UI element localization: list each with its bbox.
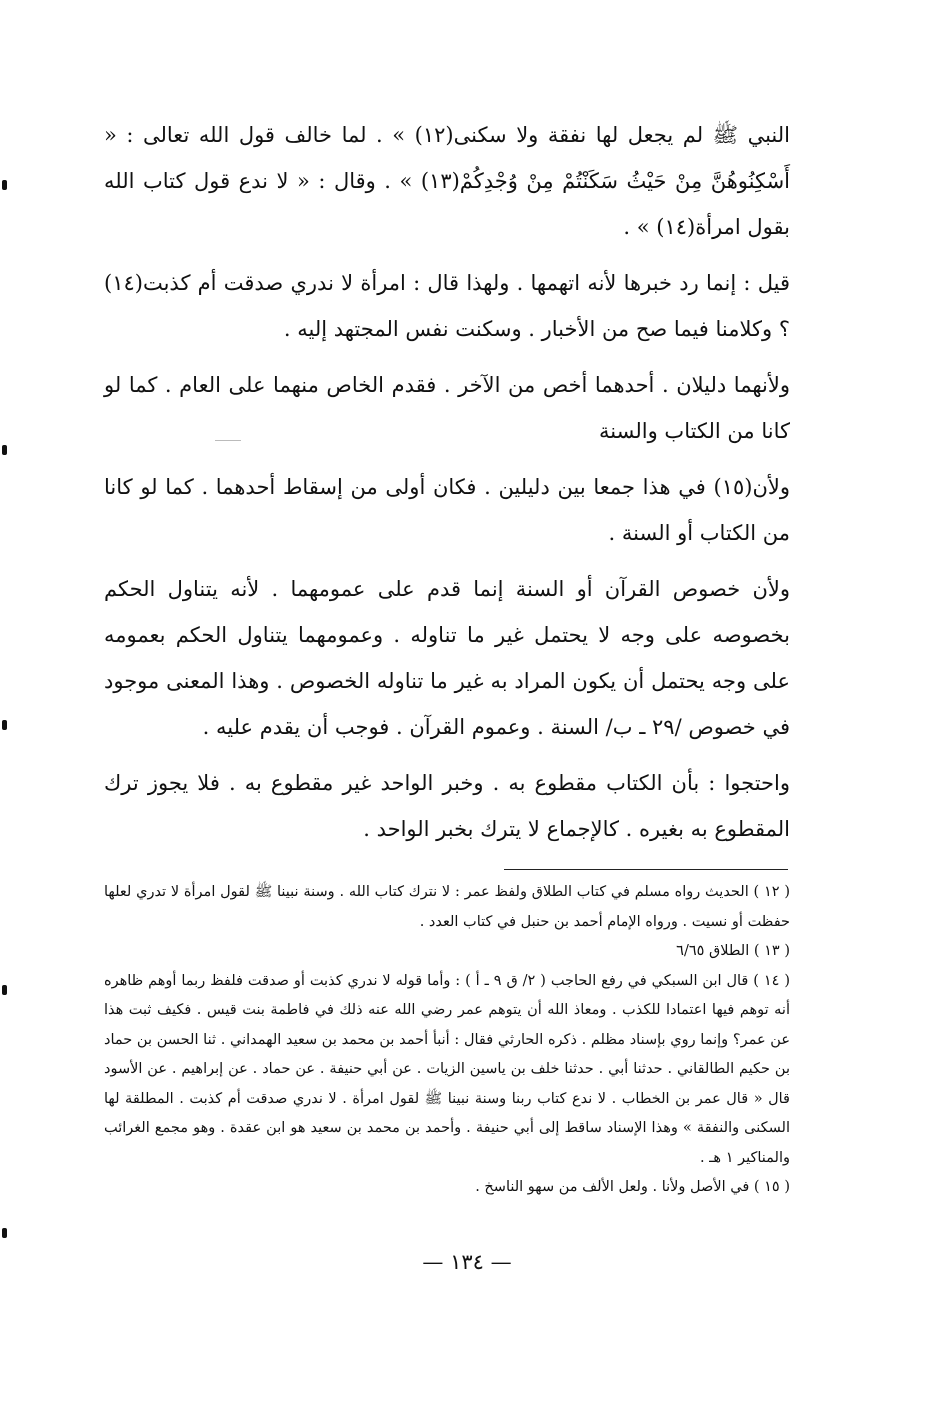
paragraph-5: ولأن خصوص القرآن أو السنة إنما قدم على عمومهما . لأنه يتناول الحكم بخصوصه على وجه لا يحتمل غير ما تناوله . وعمومهما يتناول الحكم بعمومه على وجه يحتمل أن يكون المراد به غير ما تناوله الخصوص . وهذا المعنى موجود في خصوص /٢٩ ـ ب/ السنة . وعموم القرآن . فوجب أن يقدم عليه .: [104, 577, 790, 739]
scan-edge-mark: [2, 180, 7, 190]
paragraph-6: واحتجوا : بأن الكتاب مقطوع به . وخبر الواحد غير مقطوع به . فلا يجوز ترك المقطوع به بغيره . كالإجماع لا يترك بخبر الواحد .: [104, 771, 790, 841]
scan-edge-mark: [2, 720, 7, 730]
footnote-12: ( ١٢ ) الحديث رواه مسلم في كتاب الطلاق ولفظ عمر : لا نترك كتاب الله . وسنة نبينا ﷺ لقول امرأة لا تدري لعلها حفظت أو نسيت . ورواه الإمام أحمد بن حنبل في كتاب العدد .: [104, 884, 790, 930]
footnote-divider: [504, 869, 788, 870]
footnote-13: ( ١٣ ) الطلاق ٦/٦٥: [676, 943, 790, 959]
page-number: — ١٣٤ —: [422, 1250, 512, 1274]
paragraph-4: ولأن(١٥) في هذا جمعا بين دليلين . فكان أولى من إسقاط أحدهما . كما لو كانا من الكتاب أو السنة .: [104, 475, 790, 545]
footnote-14: ( ١٤ ) قال ابن السبكي في رفع الحاجب ( ٢/ ق ٩ ـ أ ) : وأما قوله لا ندري كذبت أو صدقت فلفظ ربما أوهم ظاهره أنه توهم فيها اعتمادا للكذب . ومعاذ الله أن يتوهم عمر رضي الله عنه ذلك في فاطمة بنت قيس . فكيف ثبت هذا عن عمر؟ وإنما روي بإسناد مظلم . ذكره الحارثي فقال : أنبأ أحمد بن محمد بن سعيد الهمداني . ثنا الحسن بن حماد بن حكيم الطالقاني . حدثنا أبي . حدثنا خلف بن ياسين الزيات . عن أبي حنيفة . عن حماد . عن إبراهيم . عن الأسود قال « قال عمر بن الخطاب . لا ندع كتاب ربنا وسنة نبينا ﷺ لقول امرأة . لا ندري صدقت أم كذبت . المطلقة لها السكنى والنفقة » وهذا الإسناد ساقط إلى أبي حنيفة . وأحمد بن محمد بن سعيد هو ابن عقدة . وهو مجمع الغرائب والمناكير ١ هـ .: [104, 972, 790, 1166]
scan-edge-mark: [2, 985, 7, 995]
paragraph-1: النبي ﷺ لم يجعل لها نفقة ولا سكنى(١٢) » . لما خالف قول الله تعالى : « أَسْكِنُوهُنَّ مِنْ حَيْثُ سَكَنْتُمْ مِنْ وُجْدِكُمْ(١٣) » . وقال : « لا ندع قول كتاب الله بقول امرأة(١٤) » .: [104, 123, 790, 239]
paragraph-2: قيل : إنما رد خبرها لأنه اتهمها . ولهذا قال : امرأة لا ندري صدقت أم كذبت(١٤) ؟ وكلامنا فيما صح من الأخبار . وسكنت نفس المجتهد إليه .: [104, 271, 790, 341]
paragraph-3: ولأنهما دليلان . أحدهما أخص من الآخر . فقدم الخاص منهما على العام . كما لو كانا من الكتاب والسنة: [104, 373, 790, 443]
footnote-15: ( ١٥ ) في الأصل ولأنا . ولعل الألف من سهو الناسخ .: [475, 1179, 790, 1195]
scan-edge-mark: [2, 445, 7, 455]
scan-speck: [215, 440, 241, 441]
footnotes-section: [104, 878, 790, 1203]
scan-edge-mark: [2, 1228, 7, 1238]
main-text-body: [104, 112, 790, 862]
